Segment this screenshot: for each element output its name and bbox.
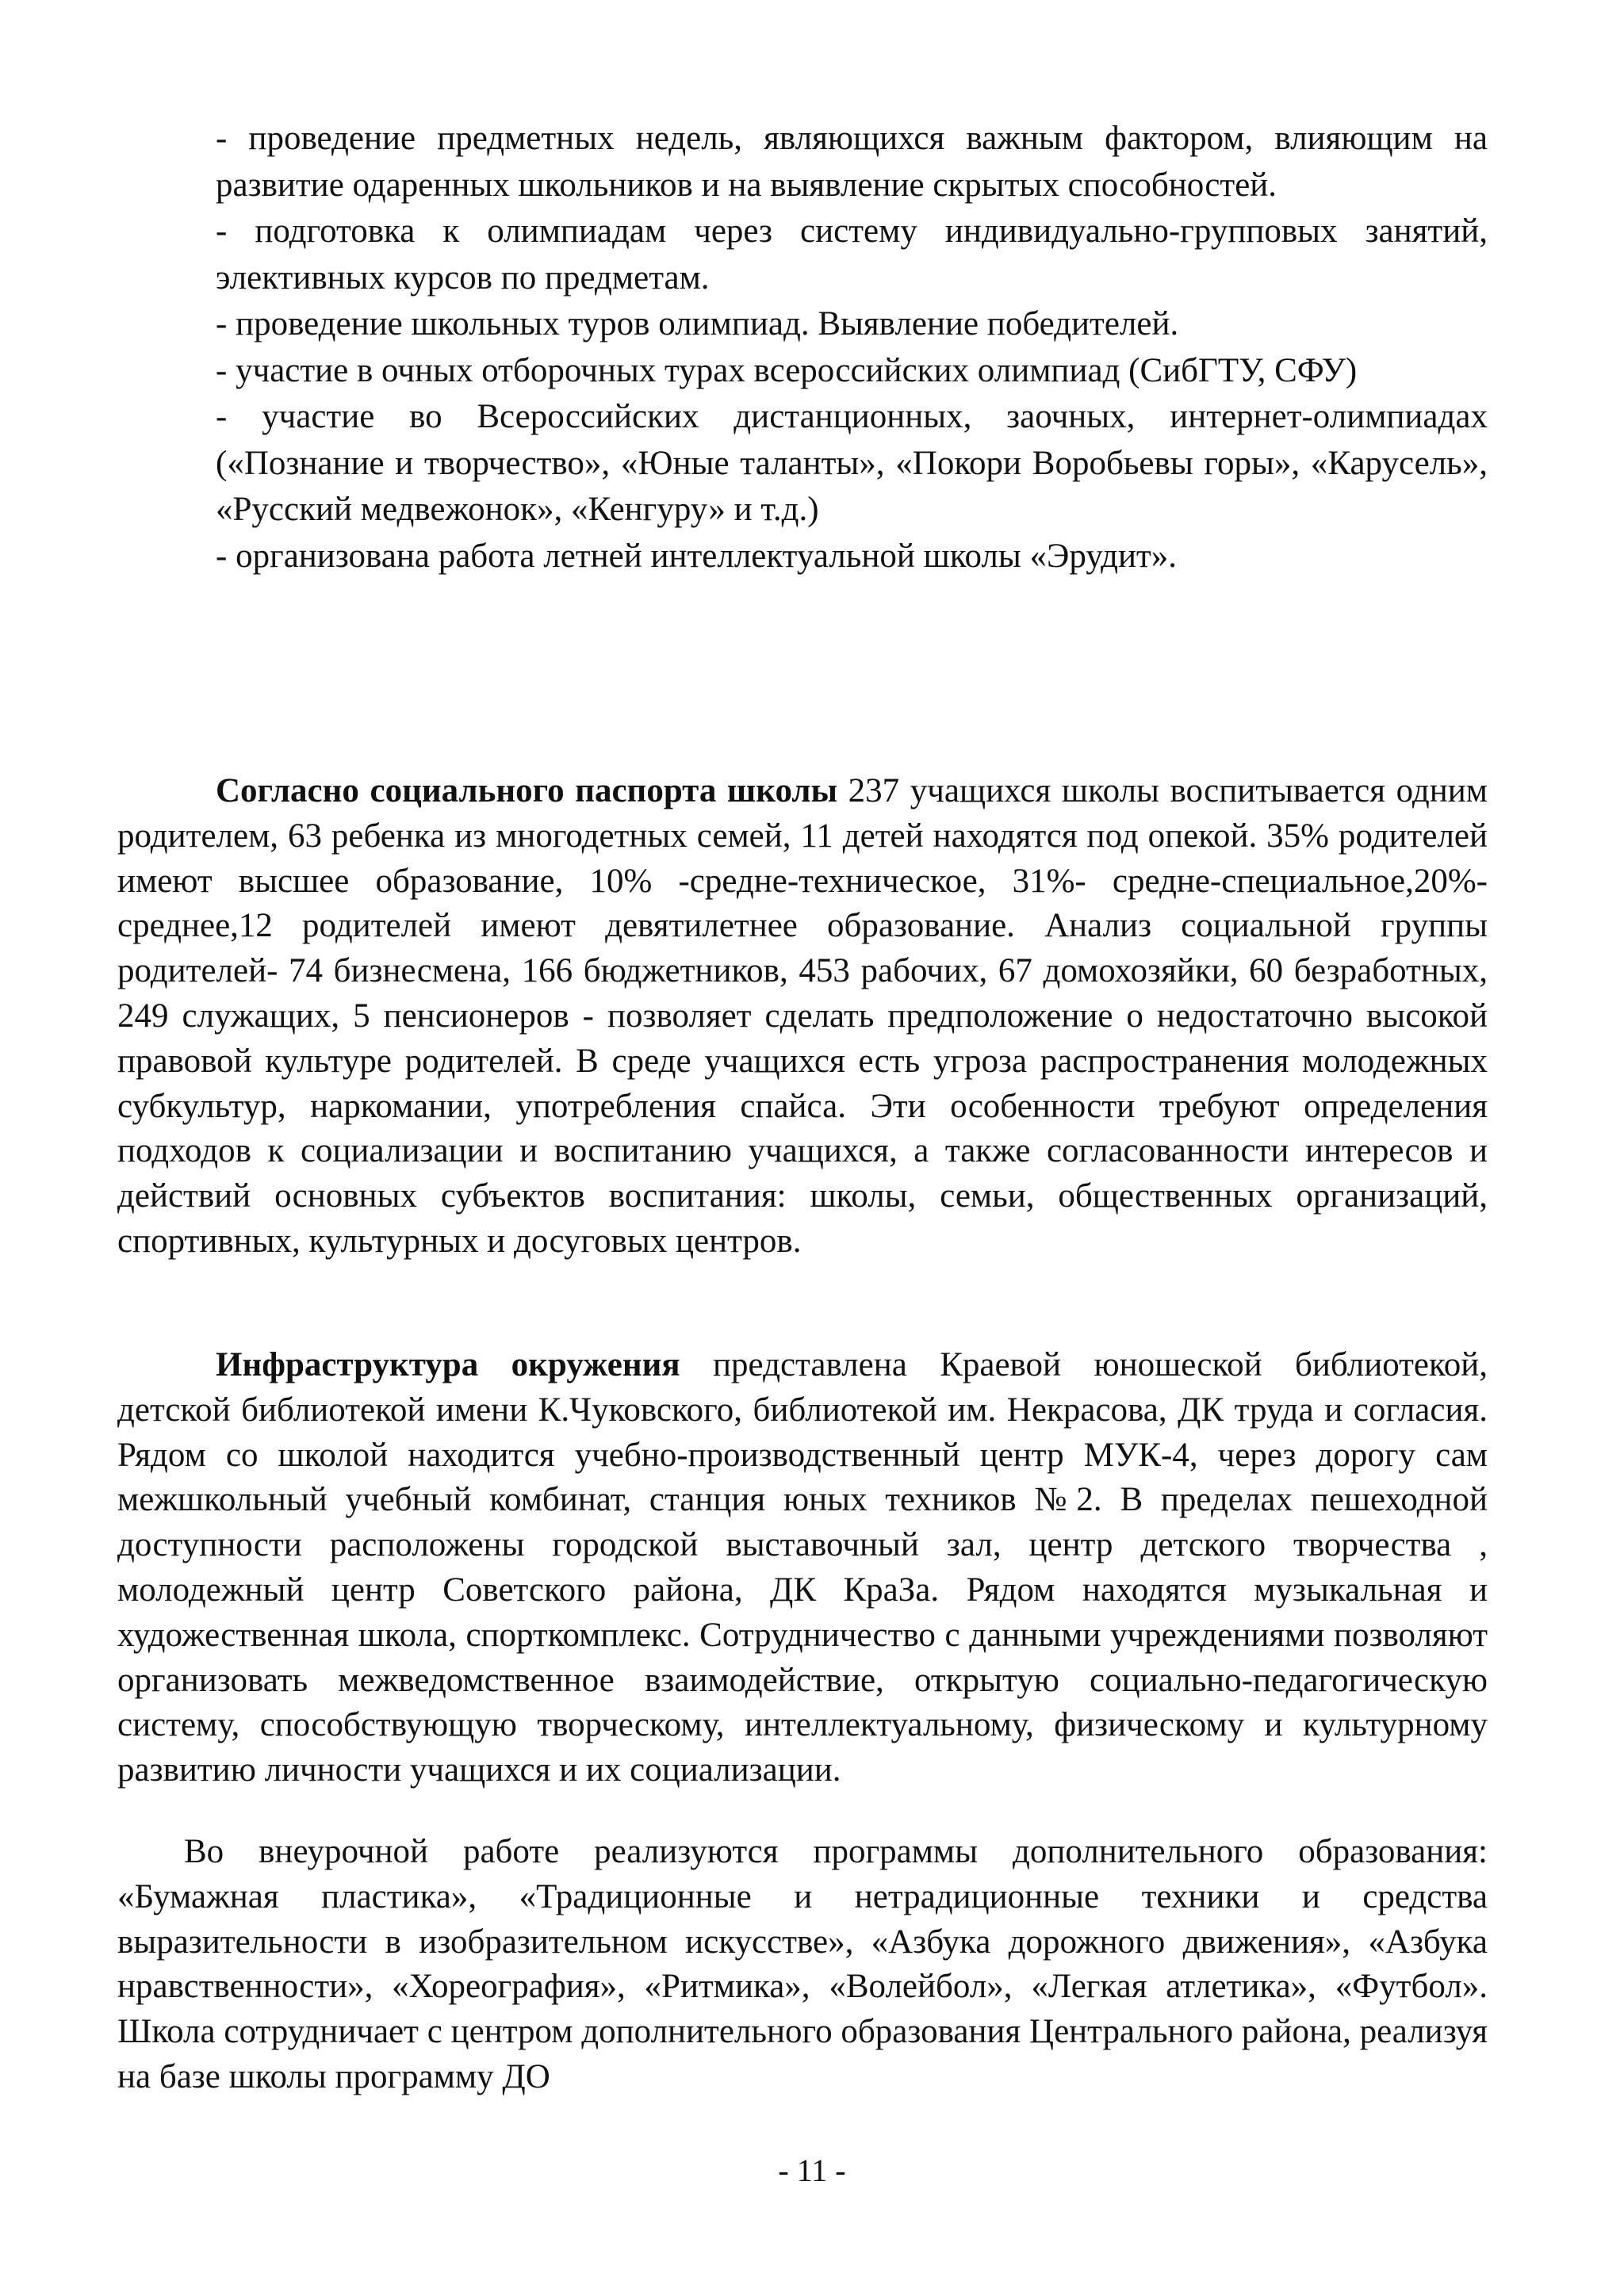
list-item: - участие во Всероссийских дистанционных, заочных, интернет-олимпиадах («Познание и творчество», «Юные таланты», «Покори Воробьевы горы», «Карусель», «Русский медвежонок», «Кенгуру» и т.д.) bbox=[216, 398, 1488, 528]
extracurricular-paragraph: Во внеурочной работе реализуются программы дополнительного образования: «Бумажная пластика», «Традиционные и нетрадиционные техники и средства выразительности в изобразительном искусстве», «Азбука дорожного движения», «Азбука нравственности», «Хореография», «Ритмика», «Волейбол», «Легкая атлетика», «Футбол». Школа сотрудничает с центром дополнительного образования Центрального района, реализуя на базе школы программу ДО bbox=[117, 1833, 1488, 2095]
page-number: - 11 - bbox=[778, 2152, 846, 2188]
activities-list bbox=[216, 116, 1488, 580]
social-passport-paragraph bbox=[117, 769, 1488, 1265]
social-passport-text: 237 учащихся школы воспитывается одним родителем, 63 ребенка из многодетных семей, 11 детей находятся под опекой. 35% родителей имеют высшее образование, 10% -средне-техническое, 31%- средне-специальное,20%- среднее,12 родителей имеют девятилетнее образование. Анализ социальной группы родителей- 74 бизнесмена, 166 бюджетников, 453 рабочих, 67 домохозяйки, 60 безработных, 249 служащих, 5 пенсионеров - позволяет сделать предположение о недостаточно высокой правовой культуре родителей. В среде учащихся есть угроза распространения молодежных субкультур, наркомании, употребления спайса. Эти особенности требуют определения подходов к социализации и воспитанию учащихся, а также согласованности интересов и действий основных субъектов воспитания: школы, семьи, общественных организаций, спортивных, культурных и досуговых центров. bbox=[117, 772, 1488, 1260]
infrastructure-paragraph bbox=[117, 1343, 1488, 1793]
list-item: - проведение предметных недель, являющихся важным фактором, влияющим на развитие одаренных школьников и на выявление скрытых способностей. bbox=[216, 120, 1488, 204]
infrastructure-heading: Инфраструктура окружения bbox=[216, 1346, 680, 1383]
list-item: - подготовка к олимпиадам через систему индивидуально-групповых занятий, элективных курсов по предметам. bbox=[216, 212, 1488, 297]
list-item: - организована работа летней интеллектуальной школы «Эрудит». bbox=[216, 537, 1178, 575]
list-item: - участие в очных отборочных турах всероссийских олимпиад (СибГТУ, СФУ) bbox=[216, 351, 1358, 389]
social-passport-heading: Согласно социального паспорта школы bbox=[216, 772, 838, 809]
infrastructure-text: представлена Краевой юношеской библиотекой, детской библиотекой имени К.Чуковского, библиотекой им. Некрасова, ДК труда и согласия. Рядом со школой находится учебно-производственный центр МУК-4, через дорогу сам межшкольный учебный комбинат, станция юных техников №2. В пределах пешеходной доступности расположены городской выставочный зал, центр детского творчества , молодежный центр Советского района, ДК КраЗа. Рядом находятся музыкальная и художественная школа, спорткомплекс. Сотрудничество с данными учреждениями позволяют организовать межведомственное взаимодействие, открытую социально-педагогическую систему, способствующую творческому, интеллектуальному, физическому и культурному развитию личности учащихся и их социализации. bbox=[117, 1346, 1488, 1789]
list-item: - проведение школьных туров олимпиад. Выявление победителей. bbox=[216, 305, 1179, 342]
